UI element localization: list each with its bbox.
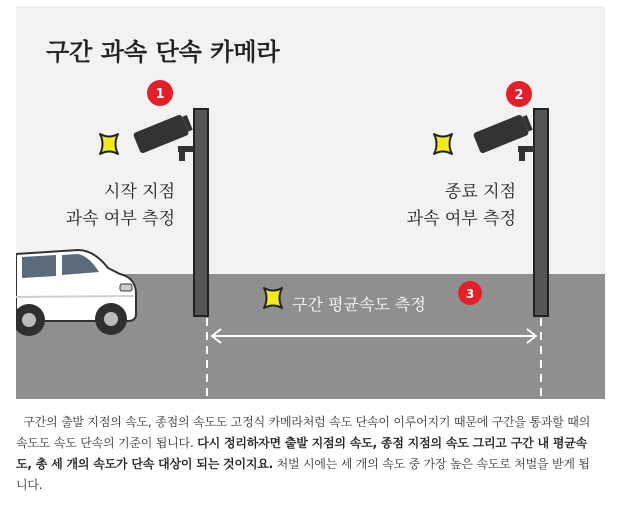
camera-1-label-line2: 과속 여부 측정: [65, 209, 175, 229]
pole-1: [194, 109, 208, 316]
caption-text-end: 처벌 시에는 세 개의 속도 중 가장 높은 속도로 처벌을 받게 됩니다.: [16, 457, 590, 492]
svg-text:2: 2: [514, 88, 524, 103]
camera-2-label-line1: 종료 지점: [444, 182, 516, 202]
pole-2: [534, 109, 548, 316]
camera-1-label-line1: 시작 지점: [103, 182, 175, 202]
svg-text:1: 1: [155, 87, 165, 102]
sparkle-icon: [100, 134, 118, 154]
badge-2: [506, 81, 532, 107]
illustration-title: 구간 과속 단속 카메라: [46, 38, 280, 66]
sparkle-icon: [264, 288, 282, 308]
badge-1: [147, 80, 173, 106]
speed-camera-illustration: [16, 6, 605, 399]
badge-3: [458, 281, 482, 305]
segment-label: 구간 평균속도 측정: [292, 295, 426, 314]
caption-paragraph: [16, 412, 596, 496]
camera-2-label-line2: 과속 여부 측정: [406, 209, 516, 229]
sparkle-icon: [434, 134, 452, 154]
svg-text:3: 3: [465, 287, 475, 301]
caption-text: 구간의 출발 지점의 속도, 종점의 속도도 고정식 카메라처럼 속도 단속이 이루어지기 때문에 구간을 통과할 때의 속도도 속도 단속의 기준이 됩니다.: [16, 415, 591, 450]
caption-bold-text: 다시 정리하자면 출발 지점의 속도, 종점 지점의 속도 그리고 구간 내 평균속도, 총 세 개의 속도가 단속 대상이 되는 것이지요.: [16, 436, 588, 471]
